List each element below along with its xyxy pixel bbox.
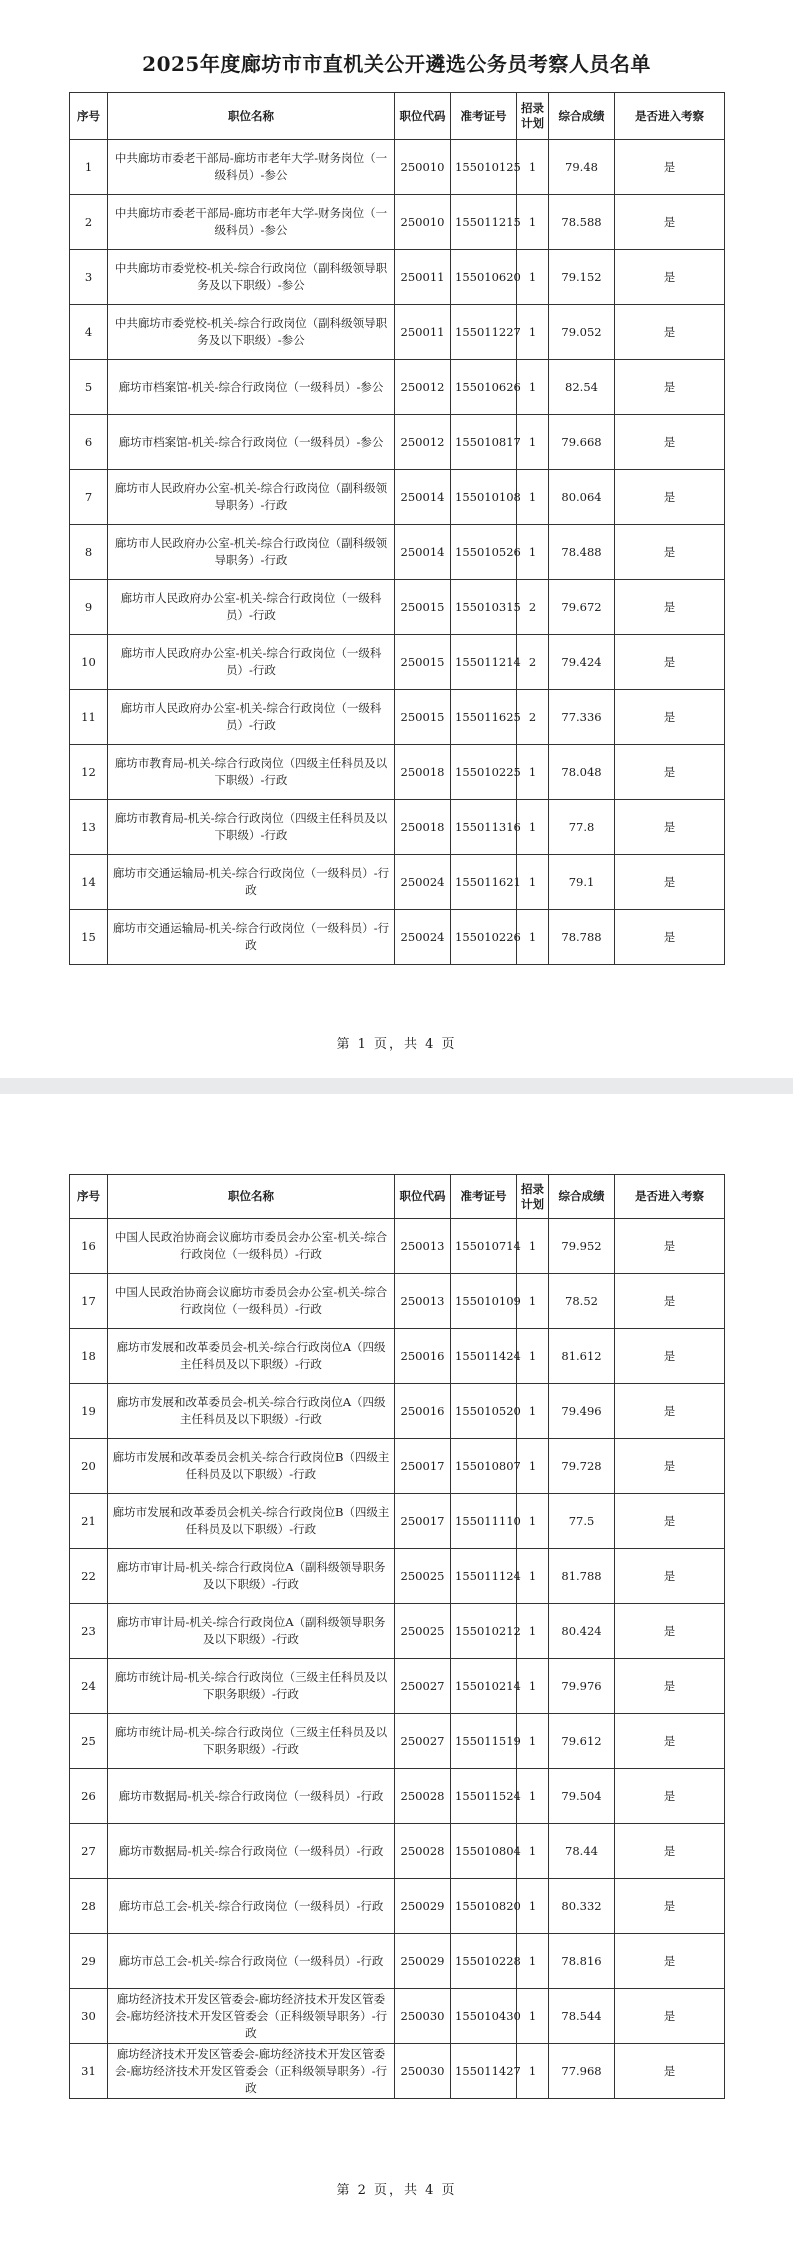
- cell-plan: 1: [517, 250, 549, 305]
- cell-score: 80.332: [549, 1879, 615, 1934]
- cell-position-code: 250015: [395, 690, 451, 745]
- table-row: [70, 525, 725, 580]
- cell-position-code: 250014: [395, 470, 451, 525]
- cell-inspect: 是: [615, 1934, 725, 1989]
- cell-position-code: 250013: [395, 1219, 451, 1274]
- cell-position: 廊坊市审计局-机关-综合行政岗位A（副科级领导职务及以下职级）-行政: [108, 1604, 395, 1659]
- cell-no: 25: [70, 1714, 108, 1769]
- page-footer-2: 第 2 页，共 4 页: [336, 2183, 457, 2198]
- cell-score: 78.788: [549, 910, 615, 965]
- cell-score: 79.052: [549, 305, 615, 360]
- col-header-score: 综合成绩: [549, 93, 615, 140]
- col-header-code: 职位代码: [395, 93, 451, 140]
- cell-plan: 1: [517, 910, 549, 965]
- cell-inspect: 是: [615, 910, 725, 965]
- cell-inspect: 是: [615, 1989, 725, 2044]
- roster-table-page-2: [69, 1174, 725, 2099]
- cell-score: 79.668: [549, 415, 615, 470]
- cell-score: 79.496: [549, 1384, 615, 1439]
- cell-exam-id: 155011519: [451, 1714, 517, 1769]
- cell-plan: 2: [517, 635, 549, 690]
- table-row: [70, 800, 725, 855]
- document-title: 2025年度廊坊市市直机关公开遴选公务员考察人员名单: [142, 52, 651, 76]
- cell-score: 80.424: [549, 1604, 615, 1659]
- cell-exam-id: 155010225: [451, 745, 517, 800]
- cell-position-code: 250016: [395, 1329, 451, 1384]
- table-row: [70, 305, 725, 360]
- cell-inspect: 是: [615, 1219, 725, 1274]
- cell-position-code: 250029: [395, 1934, 451, 1989]
- cell-position-code: 250027: [395, 1659, 451, 1714]
- cell-no: 3: [70, 250, 108, 305]
- cell-plan: 1: [517, 525, 549, 580]
- cell-score: 78.488: [549, 525, 615, 580]
- cell-position-code: 250012: [395, 415, 451, 470]
- cell-no: 22: [70, 1549, 108, 1604]
- cell-exam-id: 155010108: [451, 470, 517, 525]
- cell-no: 14: [70, 855, 108, 910]
- cell-position: 中国人民政治协商会议廊坊市委员会办公室-机关-综合行政岗位（一级科员）-行政: [108, 1274, 395, 1329]
- cell-inspect: 是: [615, 1384, 725, 1439]
- table-row: [70, 1494, 725, 1549]
- cell-inspect: 是: [615, 1659, 725, 1714]
- cell-plan: 1: [517, 745, 549, 800]
- roster-table-page-1: [69, 92, 725, 965]
- cell-no: 11: [70, 690, 108, 745]
- cell-plan: 1: [517, 360, 549, 415]
- cell-score: 79.504: [549, 1769, 615, 1824]
- cell-plan: 1: [517, 1439, 549, 1494]
- cell-position-code: 250025: [395, 1549, 451, 1604]
- cell-score: 78.544: [549, 1989, 615, 2044]
- cell-exam-id: 155010228: [451, 1934, 517, 1989]
- cell-plan: 1: [517, 1549, 549, 1604]
- cell-plan: 2: [517, 690, 549, 745]
- table-row: [70, 1659, 725, 1714]
- cell-position: 廊坊市交通运输局-机关-综合行政岗位（一级科员）-行政: [108, 855, 395, 910]
- cell-position-code: 250028: [395, 1769, 451, 1824]
- cell-score: 77.8: [549, 800, 615, 855]
- cell-plan: 1: [517, 1659, 549, 1714]
- cell-no: 30: [70, 1989, 108, 2044]
- cell-plan: 1: [517, 1879, 549, 1934]
- cell-plan: 2: [517, 580, 549, 635]
- cell-plan: 1: [517, 1769, 549, 1824]
- cell-exam-id: 155011215: [451, 195, 517, 250]
- table-row: [70, 2044, 725, 2099]
- cell-score: 80.064: [549, 470, 615, 525]
- cell-position-code: 250017: [395, 1439, 451, 1494]
- cell-inspect: 是: [615, 690, 725, 745]
- cell-score: 79.952: [549, 1219, 615, 1274]
- cell-exam-id: 155011621: [451, 855, 517, 910]
- cell-score: 79.1: [549, 855, 615, 910]
- table-row: [70, 415, 725, 470]
- cell-position-code: 250018: [395, 745, 451, 800]
- cell-exam-id: 155010817: [451, 415, 517, 470]
- cell-inspect: 是: [615, 1274, 725, 1329]
- cell-position-code: 250016: [395, 1384, 451, 1439]
- table-row: [70, 1879, 725, 1934]
- cell-score: 78.52: [549, 1274, 615, 1329]
- cell-score: 79.424: [549, 635, 615, 690]
- cell-score: 77.968: [549, 2044, 615, 2099]
- table-row: [70, 1329, 725, 1384]
- cell-inspect: 是: [615, 1604, 725, 1659]
- cell-exam-id: 155010520: [451, 1384, 517, 1439]
- table-row: [70, 1439, 725, 1494]
- cell-score: 79.976: [549, 1659, 615, 1714]
- cell-exam-id: 155011214: [451, 635, 517, 690]
- cell-inspect: 是: [615, 2044, 725, 2099]
- cell-inspect: 是: [615, 855, 725, 910]
- col-header-position: 职位名称: [108, 1175, 395, 1219]
- cell-position: 廊坊市审计局-机关-综合行政岗位A（副科级领导职务及以下职级）-行政: [108, 1549, 395, 1604]
- cell-inspect: 是: [615, 1494, 725, 1549]
- cell-plan: 1: [517, 1274, 549, 1329]
- cell-position-code: 250030: [395, 2044, 451, 2099]
- cell-no: 10: [70, 635, 108, 690]
- cell-exam-id: 155010214: [451, 1659, 517, 1714]
- cell-plan: 1: [517, 1329, 549, 1384]
- cell-exam-id: 155010620: [451, 250, 517, 305]
- col-header-plan: 招录计划: [517, 1175, 549, 1219]
- cell-inspect: 是: [615, 1824, 725, 1879]
- cell-exam-id: 155010526: [451, 525, 517, 580]
- cell-score: 79.48: [549, 140, 615, 195]
- page-footer-1: 第 1 页，共 4 页: [336, 1037, 457, 1052]
- table-row: [70, 690, 725, 745]
- cell-position: 廊坊市发展和改革委员会-机关-综合行政岗位A（四级主任科员及以下职级）-行政: [108, 1329, 395, 1384]
- cell-inspect: 是: [615, 635, 725, 690]
- cell-position: 廊坊市统计局-机关-综合行政岗位（三级主任科员及以下职务职级）-行政: [108, 1714, 395, 1769]
- cell-no: 24: [70, 1659, 108, 1714]
- cell-exam-id: 155010820: [451, 1879, 517, 1934]
- cell-position-code: 250030: [395, 1989, 451, 2044]
- cell-no: 15: [70, 910, 108, 965]
- cell-position: 廊坊市统计局-机关-综合行政岗位（三级主任科员及以下职务职级）-行政: [108, 1659, 395, 1714]
- cell-inspect: 是: [615, 525, 725, 580]
- cell-no: 27: [70, 1824, 108, 1879]
- cell-no: 17: [70, 1274, 108, 1329]
- cell-exam-id: 155011524: [451, 1769, 517, 1824]
- cell-score: 79.612: [549, 1714, 615, 1769]
- table-row: [70, 580, 725, 635]
- cell-exam-id: 155010315: [451, 580, 517, 635]
- cell-position: 廊坊市数据局-机关-综合行政岗位（一级科员）-行政: [108, 1769, 395, 1824]
- cell-no: 19: [70, 1384, 108, 1439]
- col-header-inspect: 是否进入考察: [615, 93, 725, 140]
- cell-no: 21: [70, 1494, 108, 1549]
- table-header-row: [70, 93, 725, 140]
- col-header-inspect: 是否进入考察: [615, 1175, 725, 1219]
- table-row: [70, 250, 725, 305]
- cell-score: 78.816: [549, 1934, 615, 1989]
- cell-exam-id: 155011316: [451, 800, 517, 855]
- table-row: [70, 1274, 725, 1329]
- document-page-2: [0, 1094, 793, 2250]
- cell-position: 中共廊坊市委老干部局-廊坊市老年大学-财务岗位（一级科员）-参公: [108, 195, 395, 250]
- cell-exam-id: 155010109: [451, 1274, 517, 1329]
- table-row: [70, 910, 725, 965]
- table-row: [70, 360, 725, 415]
- col-header-exam-id: 准考证号: [451, 1175, 517, 1219]
- cell-position: 廊坊市人民政府办公室-机关-综合行政岗位（一级科员）-行政: [108, 690, 395, 745]
- cell-no: 7: [70, 470, 108, 525]
- cell-plan: 1: [517, 1714, 549, 1769]
- cell-no: 9: [70, 580, 108, 635]
- cell-inspect: 是: [615, 250, 725, 305]
- cell-position-code: 250015: [395, 580, 451, 635]
- cell-position: 廊坊市总工会-机关-综合行政岗位（一级科员）-行政: [108, 1934, 395, 1989]
- cell-score: 82.54: [549, 360, 615, 415]
- cell-position-code: 250027: [395, 1714, 451, 1769]
- cell-no: 20: [70, 1439, 108, 1494]
- cell-inspect: 是: [615, 1549, 725, 1604]
- cell-plan: 1: [517, 415, 549, 470]
- cell-position-code: 250014: [395, 525, 451, 580]
- cell-score: 79.728: [549, 1439, 615, 1494]
- cell-plan: 1: [517, 2044, 549, 2099]
- col-header-no: 序号: [70, 93, 108, 140]
- cell-exam-id: 155011424: [451, 1329, 517, 1384]
- cell-score: 79.152: [549, 250, 615, 305]
- cell-exam-id: 155010807: [451, 1439, 517, 1494]
- cell-plan: 1: [517, 855, 549, 910]
- cell-plan: 1: [517, 1989, 549, 2044]
- cell-plan: 1: [517, 800, 549, 855]
- table-row: [70, 1604, 725, 1659]
- cell-score: 77.336: [549, 690, 615, 745]
- cell-score: 78.44: [549, 1824, 615, 1879]
- cell-position-code: 250025: [395, 1604, 451, 1659]
- cell-position: 廊坊市人民政府办公室-机关-综合行政岗位（副科级领导职务）-行政: [108, 525, 395, 580]
- cell-exam-id: 155010714: [451, 1219, 517, 1274]
- cell-no: 1: [70, 140, 108, 195]
- cell-exam-id: 155010626: [451, 360, 517, 415]
- cell-position: 中共廊坊市委党校-机关-综合行政岗位（副科级领导职务及以下职级）-参公: [108, 250, 395, 305]
- cell-position-code: 250013: [395, 1274, 451, 1329]
- cell-position: 廊坊市发展和改革委员会机关-综合行政岗位B（四级主任科员及以下职级）-行政: [108, 1439, 395, 1494]
- cell-no: 31: [70, 2044, 108, 2099]
- cell-exam-id: 155011227: [451, 305, 517, 360]
- cell-position-code: 250012: [395, 360, 451, 415]
- cell-position: 廊坊市发展和改革委员会机关-综合行政岗位B（四级主任科员及以下职级）-行政: [108, 1494, 395, 1549]
- cell-score: 78.588: [549, 195, 615, 250]
- cell-position: 廊坊市发展和改革委员会-机关-综合行政岗位A（四级主任科员及以下职级）-行政: [108, 1384, 395, 1439]
- table-row: [70, 855, 725, 910]
- cell-position-code: 250011: [395, 305, 451, 360]
- col-header-no: 序号: [70, 1175, 108, 1219]
- cell-no: 4: [70, 305, 108, 360]
- table-row: [70, 1714, 725, 1769]
- cell-position: 廊坊市人民政府办公室-机关-综合行政岗位（一级科员）-行政: [108, 580, 395, 635]
- cell-inspect: 是: [615, 140, 725, 195]
- cell-position-code: 250010: [395, 140, 451, 195]
- cell-position-code: 250010: [395, 195, 451, 250]
- cell-position-code: 250024: [395, 855, 451, 910]
- cell-inspect: 是: [615, 360, 725, 415]
- table-row: [70, 140, 725, 195]
- col-header-position: 职位名称: [108, 93, 395, 140]
- cell-plan: 1: [517, 1219, 549, 1274]
- cell-no: 23: [70, 1604, 108, 1659]
- cell-exam-id: 155011427: [451, 2044, 517, 2099]
- cell-position: 廊坊市交通运输局-机关-综合行政岗位（一级科员）-行政: [108, 910, 395, 965]
- cell-inspect: 是: [615, 470, 725, 525]
- cell-position: 廊坊经济技术开发区管委会-廊坊经济技术开发区管委会-廊坊经济技术开发区管委会（正科级领导职务）-行政: [108, 2044, 395, 2099]
- cell-position-code: 250024: [395, 910, 451, 965]
- cell-position: 中共廊坊市委党校-机关-综合行政岗位（副科级领导职务及以下职级）-参公: [108, 305, 395, 360]
- cell-no: 8: [70, 525, 108, 580]
- cell-plan: 1: [517, 1934, 549, 1989]
- cell-no: 13: [70, 800, 108, 855]
- cell-plan: 1: [517, 195, 549, 250]
- cell-plan: 1: [517, 305, 549, 360]
- cell-exam-id: 155010226: [451, 910, 517, 965]
- cell-position: 廊坊市教育局-机关-综合行政岗位（四级主任科员及以下职级）-行政: [108, 745, 395, 800]
- cell-inspect: 是: [615, 1769, 725, 1824]
- table-row: [70, 1219, 725, 1274]
- col-header-plan: 招录计划: [517, 93, 549, 140]
- cell-exam-id: 155011625: [451, 690, 517, 745]
- col-header-score: 综合成绩: [549, 1175, 615, 1219]
- cell-inspect: 是: [615, 1879, 725, 1934]
- cell-plan: 1: [517, 1494, 549, 1549]
- cell-exam-id: 155010804: [451, 1824, 517, 1879]
- cell-position: 廊坊市教育局-机关-综合行政岗位（四级主任科员及以下职级）-行政: [108, 800, 395, 855]
- cell-position: 廊坊市档案馆-机关-综合行政岗位（一级科员）-参公: [108, 415, 395, 470]
- table-row: [70, 470, 725, 525]
- cell-inspect: 是: [615, 195, 725, 250]
- document-page-1: [0, 0, 793, 1078]
- cell-plan: 1: [517, 140, 549, 195]
- cell-exam-id: 155011124: [451, 1549, 517, 1604]
- cell-plan: 1: [517, 1604, 549, 1659]
- table-row: [70, 1934, 725, 1989]
- cell-plan: 1: [517, 1384, 549, 1439]
- cell-position: 中国人民政治协商会议廊坊市委员会办公室-机关-综合行政岗位（一级科员）-行政: [108, 1219, 395, 1274]
- cell-score: 77.5: [549, 1494, 615, 1549]
- cell-inspect: 是: [615, 305, 725, 360]
- cell-no: 18: [70, 1329, 108, 1384]
- cell-exam-id: 155010125: [451, 140, 517, 195]
- cell-position-code: 250017: [395, 1494, 451, 1549]
- cell-no: 12: [70, 745, 108, 800]
- cell-position: 廊坊市总工会-机关-综合行政岗位（一级科员）-行政: [108, 1879, 395, 1934]
- cell-inspect: 是: [615, 800, 725, 855]
- cell-no: 28: [70, 1879, 108, 1934]
- cell-no: 5: [70, 360, 108, 415]
- table-row: [70, 635, 725, 690]
- cell-score: 79.672: [549, 580, 615, 635]
- cell-position-code: 250011: [395, 250, 451, 305]
- col-header-exam-id: 准考证号: [451, 93, 517, 140]
- cell-no: 2: [70, 195, 108, 250]
- cell-inspect: 是: [615, 1329, 725, 1384]
- cell-position: 廊坊经济技术开发区管委会-廊坊经济技术开发区管委会-廊坊经济技术开发区管委会（正科级领导职务）-行政: [108, 1989, 395, 2044]
- table-row: [70, 195, 725, 250]
- table-row: [70, 1989, 725, 2044]
- table-header-row: [70, 1175, 725, 1219]
- table-row: [70, 1769, 725, 1824]
- cell-position: 廊坊市数据局-机关-综合行政岗位（一级科员）-行政: [108, 1824, 395, 1879]
- cell-inspect: 是: [615, 745, 725, 800]
- cell-inspect: 是: [615, 1439, 725, 1494]
- cell-position: 廊坊市人民政府办公室-机关-综合行政岗位（副科级领导职务）-行政: [108, 470, 395, 525]
- cell-plan: 1: [517, 470, 549, 525]
- cell-exam-id: 155010212: [451, 1604, 517, 1659]
- cell-score: 78.048: [549, 745, 615, 800]
- cell-inspect: 是: [615, 580, 725, 635]
- cell-position-code: 250018: [395, 800, 451, 855]
- cell-no: 26: [70, 1769, 108, 1824]
- cell-plan: 1: [517, 1824, 549, 1879]
- table-row: [70, 745, 725, 800]
- table-row: [70, 1824, 725, 1879]
- cell-position: 廊坊市人民政府办公室-机关-综合行政岗位（一级科员）-行政: [108, 635, 395, 690]
- cell-position-code: 250029: [395, 1879, 451, 1934]
- cell-position-code: 250028: [395, 1824, 451, 1879]
- cell-inspect: 是: [615, 1714, 725, 1769]
- cell-exam-id: 155011110: [451, 1494, 517, 1549]
- cell-no: 6: [70, 415, 108, 470]
- cell-position: 中共廊坊市委老干部局-廊坊市老年大学-财务岗位（一级科员）-参公: [108, 140, 395, 195]
- cell-position: 廊坊市档案馆-机关-综合行政岗位（一级科员）-参公: [108, 360, 395, 415]
- col-header-code: 职位代码: [395, 1175, 451, 1219]
- cell-position-code: 250015: [395, 635, 451, 690]
- cell-exam-id: 155010430: [451, 1989, 517, 2044]
- cell-no: 29: [70, 1934, 108, 1989]
- cell-score: 81.612: [549, 1329, 615, 1384]
- cell-inspect: 是: [615, 415, 725, 470]
- cell-no: 16: [70, 1219, 108, 1274]
- cell-score: 81.788: [549, 1549, 615, 1604]
- table-row: [70, 1549, 725, 1604]
- table-row: [70, 1384, 725, 1439]
- table-body-page-1: [70, 140, 725, 965]
- table-body-page-2: [70, 1219, 725, 2099]
